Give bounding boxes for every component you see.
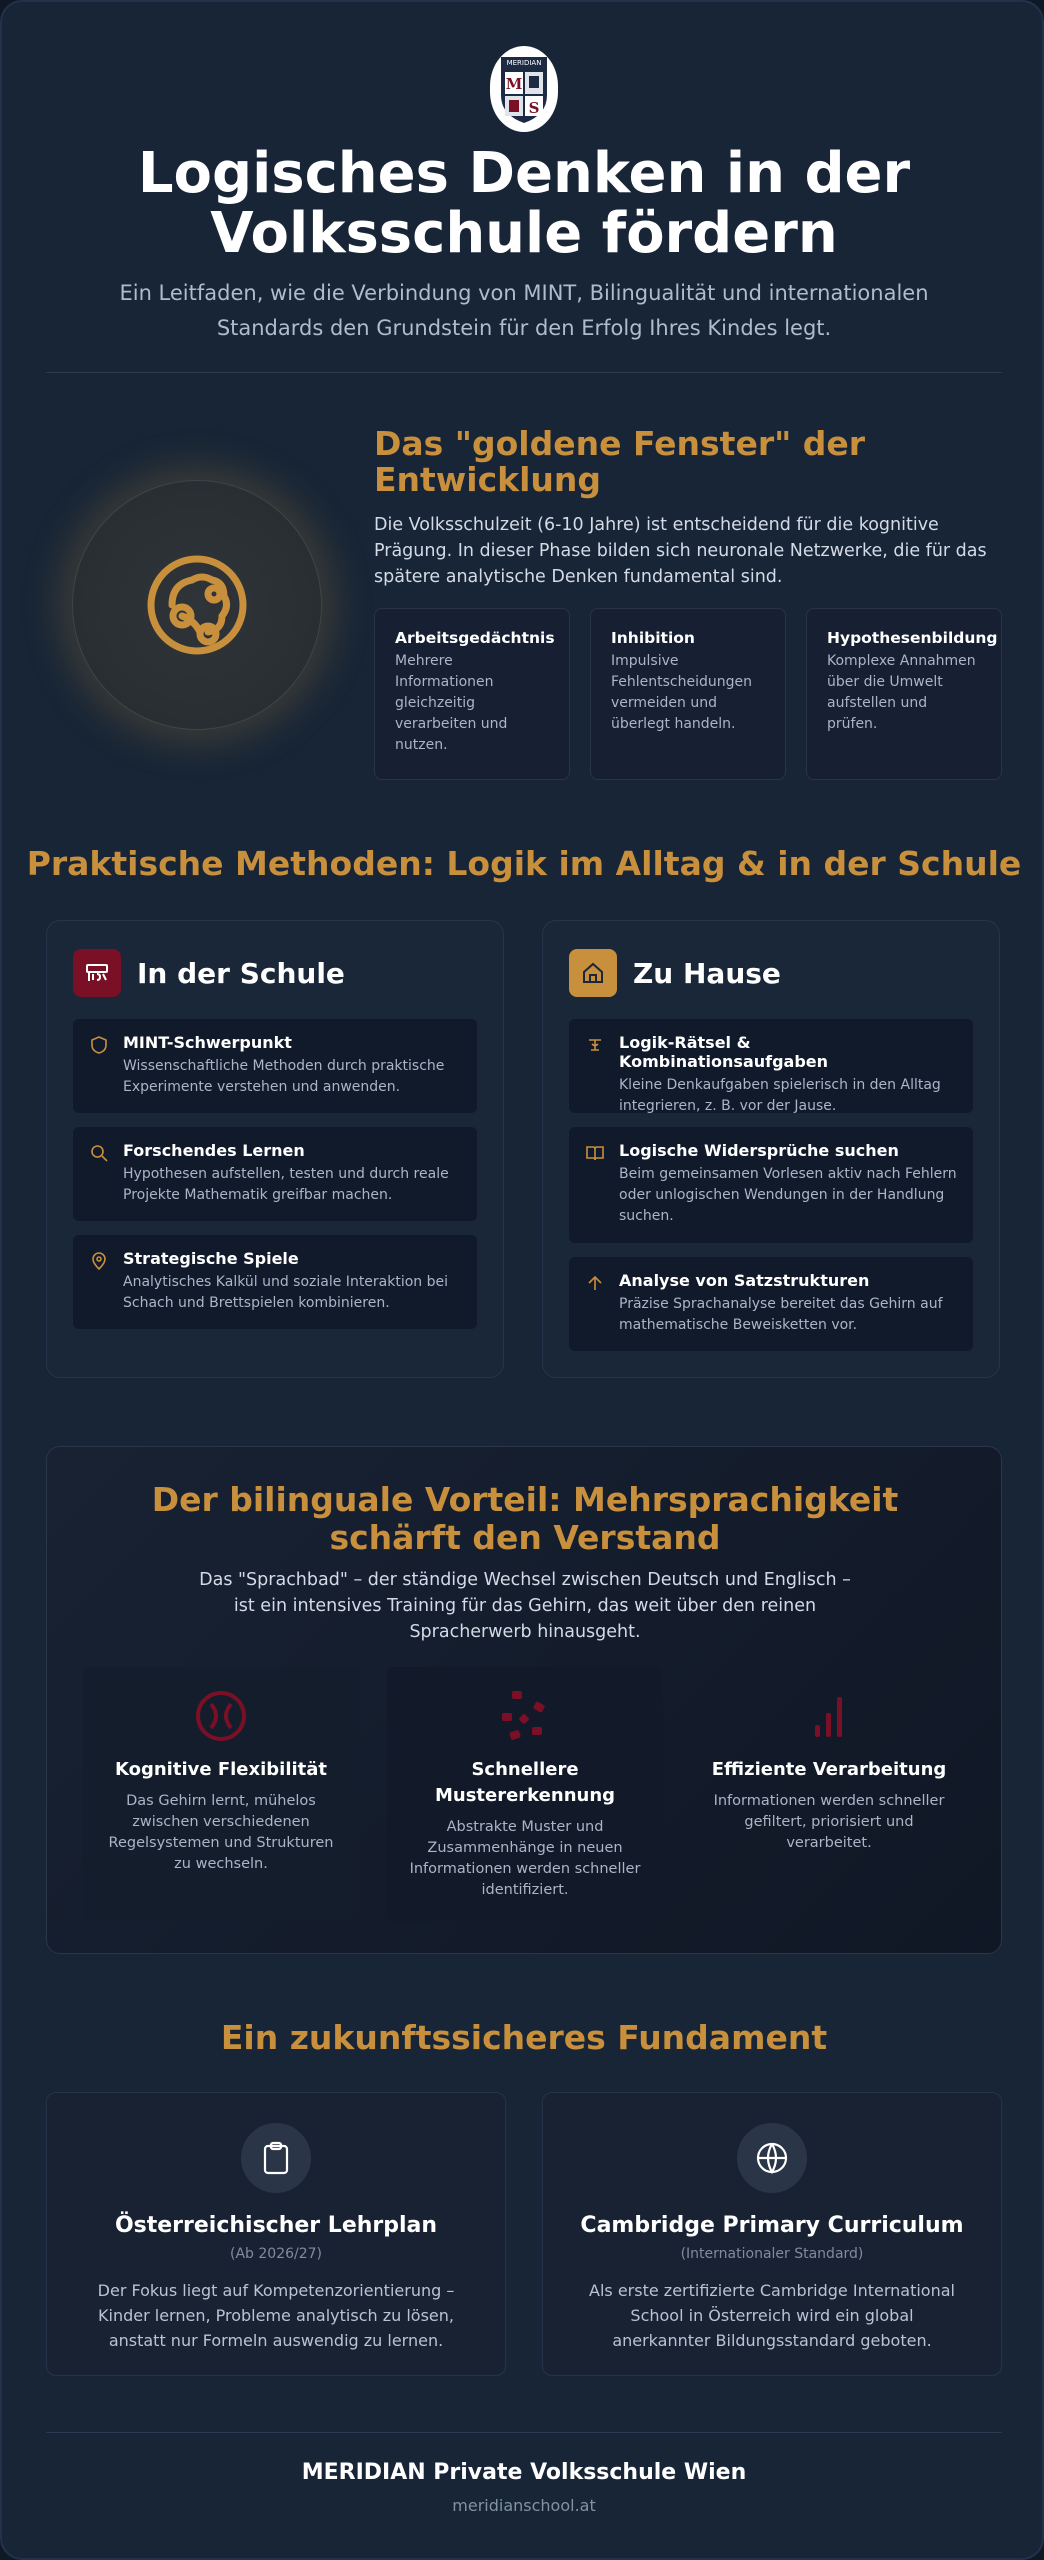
panel-title: In der Schule — [137, 956, 345, 990]
method-item-text: Analytisches Kalkül und soziale Interaktion bei Schach und Brettspielen kombinieren. — [123, 1274, 449, 1311]
crest-icon — [495, 51, 553, 127]
method-item — [73, 1127, 477, 1221]
flexibility-icon — [195, 1690, 247, 1742]
foundation-card-text: Der Fokus liegt auf Kompetenzorientierung – Kinder lernen, Probleme analytisch zu lösen, anstatt nur Formeln auswendig zu lernen. — [97, 2281, 455, 2350]
skill-card — [374, 608, 570, 780]
benefit-card — [691, 1667, 967, 1921]
method-item-text: Kleine Denkaufgaben spielerisch in den Alltag integrieren, z. B. vor der Jause. — [619, 1077, 941, 1114]
page-subtitle: Ein Leitfaden, wie die Verbindung von MINT, Bilingualität und internationalen Standards den Grundstein für den Erfolg Ihres Kindes legt. — [119, 281, 929, 340]
method-item-title: Logische Widersprüche suchen — [619, 1141, 899, 1160]
search-icon — [89, 1143, 109, 1163]
benefit-card-text: Das Gehirn lernt, mühelos zwischen verschiedenen Regelsystemen und Strukturen zu wechseln. — [108, 1793, 334, 1872]
foundation-card-title: Cambridge Primary Curriculum — [580, 2213, 964, 2238]
skill-card — [806, 608, 1002, 780]
section-title-methods: Praktische Methoden: Logik im Alltag & in der Schule — [26, 844, 1022, 883]
svg-text:M: M — [505, 75, 523, 93]
method-item-title: Logik-Rätsel & Kombinationsaufgaben — [619, 1033, 829, 1071]
brain-icon — [142, 550, 252, 660]
foundation-card — [542, 2092, 1002, 2376]
section-title-bilingual: Der bilinguale Vorteil: Mehrsprachigkeit schärft den Verstand — [151, 1480, 899, 1557]
benefit-card — [387, 1667, 663, 1921]
skill-card-text: Mehrere Informationen gleichzeitig verarbeiten und nutzen. — [395, 653, 508, 753]
skill-card-title: Hypothesenbildung — [827, 629, 998, 647]
method-item-title: Strategische Spiele — [123, 1249, 299, 1268]
section-text-golden-window: Die Volksschulzeit (6-10 Jahre) ist entscheidend für die kognitive Prägung. In dieser Phase bilden sich neuronale Netzwerke, die für das spätere analytische Denken fundamental sind. — [374, 515, 987, 587]
method-item — [73, 1019, 477, 1113]
panel-home — [542, 920, 1000, 1378]
footer-school-name: MERIDIAN Private Volksschule Wien — [301, 2460, 747, 2485]
method-item-title: Analyse von Satzstrukturen — [619, 1271, 870, 1290]
bilingual-section — [46, 1446, 1002, 1954]
benefit-card-title: Effiziente Verarbeitung — [711, 1759, 947, 1780]
page-title: Logisches Denken in der Volksschule fördern — [137, 141, 911, 266]
method-item — [73, 1235, 477, 1329]
benefit-card-title: Schnellere Mustererkennung — [434, 1759, 616, 1806]
method-item-title: Forschendes Lernen — [123, 1141, 305, 1160]
panel-title: Zu Hause — [633, 956, 781, 990]
panel-school — [46, 920, 504, 1378]
section-title-foundation: Ein zukunftssicheres Fundament — [220, 2018, 828, 2057]
book-icon — [585, 1143, 605, 1163]
benefit-card-title: Kognitive Flexibilität — [114, 1759, 328, 1780]
skill-card-text: Impulsive Fehlentscheidungen vermeiden und überlegt handeln. — [611, 653, 753, 732]
skill-card-title: Arbeitsgedächtnis — [395, 629, 555, 647]
skill-card-title: Inhibition — [611, 629, 695, 647]
skill-card — [590, 608, 786, 780]
svg-text:MERIDIAN: MERIDIAN — [506, 59, 542, 67]
section-title-golden-window: Das "goldene Fenster" der Entwicklung — [374, 424, 866, 499]
method-item-text: Wissenschaftliche Methoden durch praktische Experimente verstehen und anwenden. — [123, 1058, 445, 1095]
skill-card-text: Komplexe Annahmen über die Umwelt aufstellen und prüfen. — [827, 653, 976, 732]
school-icon — [73, 949, 121, 997]
method-item — [569, 1019, 973, 1113]
foundation-card — [46, 2092, 506, 2376]
arrow-up-icon — [585, 1273, 605, 1293]
shield-icon — [89, 1035, 109, 1055]
school-logo — [490, 46, 558, 132]
method-item-text: Hypothesen aufstellen, testen und durch reale Projekte Mathematik greifbar machen. — [123, 1166, 449, 1203]
foundation-card-title: Österreichischer Lehrplan — [114, 2213, 438, 2238]
clipboard-icon — [241, 2123, 311, 2193]
method-item — [569, 1127, 973, 1243]
globe-icon — [737, 2123, 807, 2193]
svg-text:S: S — [528, 99, 540, 117]
divider — [46, 372, 1002, 373]
benefit-card-text: Abstrakte Muster und Zusammenhänge in neuen Informationen werden schneller identifiziert. — [409, 1819, 641, 1898]
benefit-card-text: Informationen werden schneller gefiltert, priorisiert und verarbeitet. — [713, 1793, 945, 1851]
method-item-title: MINT-Schwerpunkt — [123, 1033, 292, 1052]
brain-circle — [72, 480, 322, 730]
foundation-card-note: (Ab 2026/27) — [230, 2246, 322, 2262]
pattern-icon — [498, 1689, 552, 1743]
lamp-icon — [585, 1035, 605, 1055]
method-item — [569, 1257, 973, 1351]
bar-chart-icon — [809, 1693, 849, 1739]
section-text-bilingual: Das "Sprachbad" – der ständige Wechsel zwischen Deutsch und Englisch – ist ein intensives Training für das Gehirn, das weit über den reinen Spracherwerb hinausgeht. — [199, 1570, 851, 1642]
benefit-card — [83, 1667, 359, 1921]
foundation-card-note: (Internationaler Standard) — [680, 2246, 864, 2262]
divider — [46, 2432, 1002, 2433]
method-item-text: Beim gemeinsamen Vorlesen aktiv nach Fehlern oder unlogischen Wendungen in der Handlung suchen. — [619, 1166, 957, 1224]
method-item-text: Präzise Sprachanalyse bereitet das Gehirn auf mathematische Beweisketten vor. — [619, 1296, 943, 1333]
footer-url[interactable]: meridianschool.at — [452, 2496, 596, 2515]
map-pin-icon — [89, 1251, 109, 1271]
home-icon — [569, 949, 617, 997]
foundation-card-text: Als erste zertifizierte Cambridge International School in Österreich wird ein global anerkannter Bildungsstandard geboten. — [589, 2281, 955, 2350]
